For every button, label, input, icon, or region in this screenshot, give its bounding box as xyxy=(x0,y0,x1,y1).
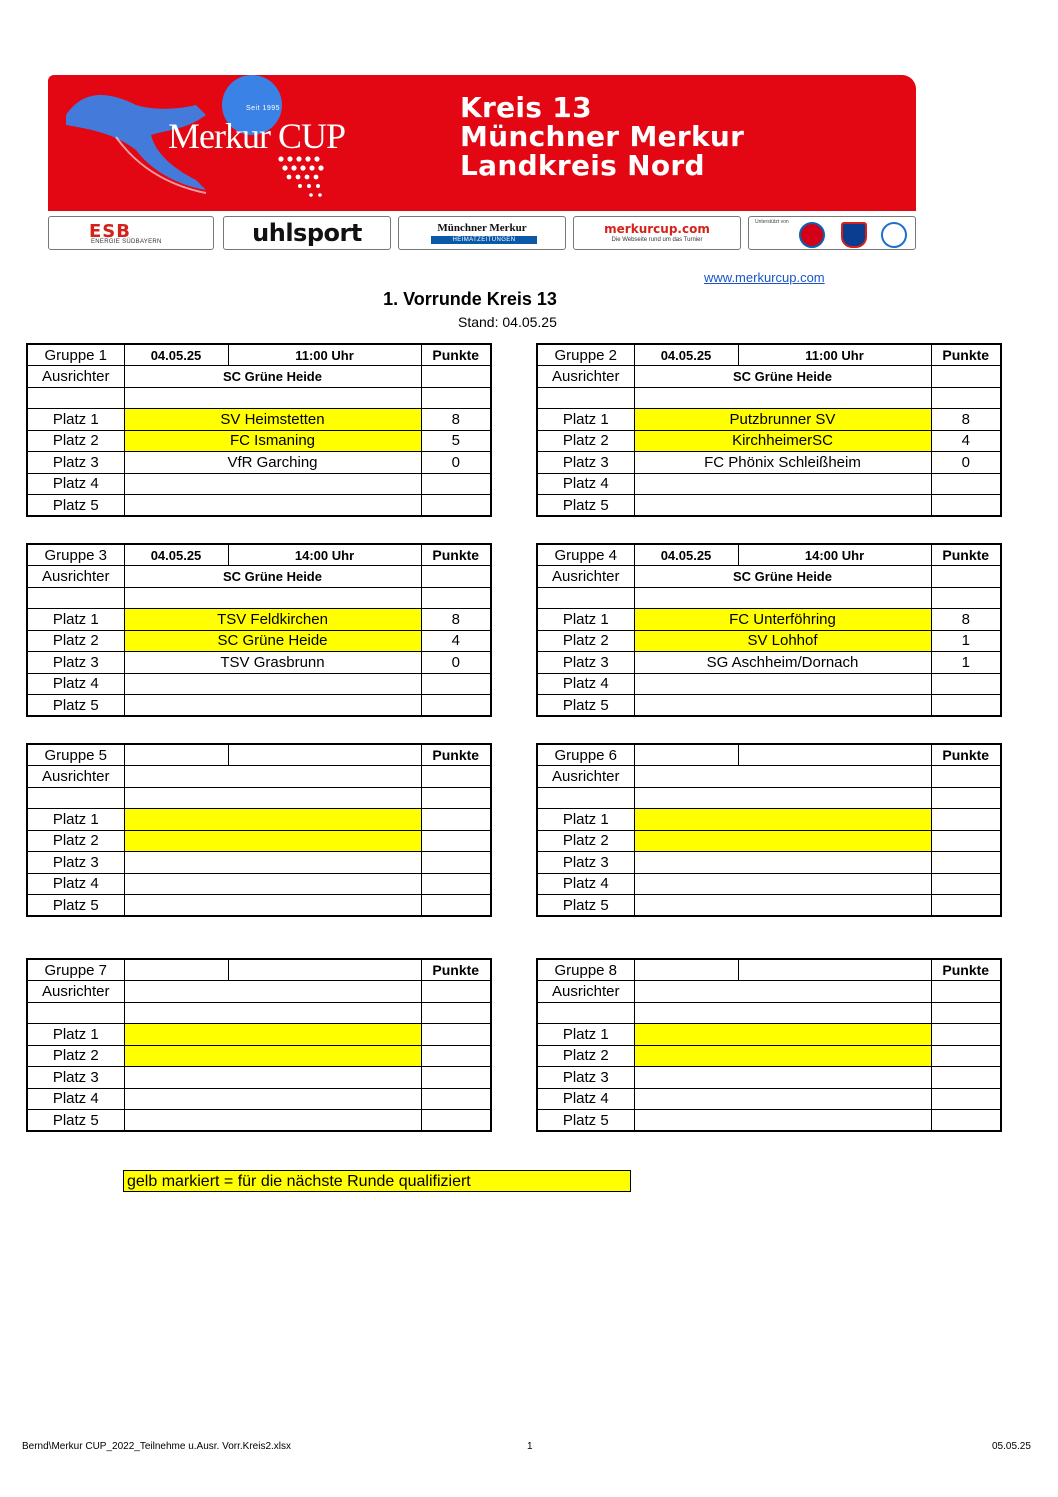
place-row xyxy=(537,895,1001,917)
points-header: Punkte xyxy=(421,959,491,981)
place-team xyxy=(124,1088,421,1110)
group-table xyxy=(536,343,1002,517)
place-row xyxy=(27,873,491,895)
sponsor-muenchner-merkur xyxy=(398,216,566,250)
place-row xyxy=(27,609,491,631)
page-title: 1. Vorrunde Kreis 13 xyxy=(383,289,557,309)
place-row xyxy=(27,1110,491,1132)
place-points xyxy=(931,809,1001,831)
group-table xyxy=(26,543,492,717)
ausrichter-value: SC Grüne Heide xyxy=(124,366,421,388)
empty-cell xyxy=(931,387,1001,409)
place-label: Platz 3 xyxy=(537,452,634,474)
bfv-crest-icon xyxy=(881,222,907,248)
place-points xyxy=(931,1045,1001,1067)
place-label: Platz 1 xyxy=(537,809,634,831)
place-team: FC Unterföhring xyxy=(634,609,931,631)
empty-cell xyxy=(634,387,931,409)
empty-cell xyxy=(27,387,124,409)
banner-title-line2: Münchner Merkur xyxy=(460,120,745,153)
spacer-row xyxy=(537,787,1001,809)
place-row xyxy=(537,1067,1001,1089)
place-points xyxy=(421,473,491,495)
points-header: Punkte xyxy=(931,959,1001,981)
place-label: Platz 1 xyxy=(27,809,124,831)
place-points: 0 xyxy=(931,452,1001,474)
empty-cell xyxy=(421,766,491,788)
empty-cell xyxy=(634,1002,931,1024)
place-row xyxy=(537,452,1001,474)
place-team: Putzbrunner SV xyxy=(634,409,931,431)
place-team xyxy=(634,1088,931,1110)
place-team xyxy=(634,495,931,517)
empty-cell xyxy=(27,587,124,609)
place-team xyxy=(124,495,421,517)
stand-date: Stand: 04.05.25 xyxy=(458,314,557,330)
empty-cell xyxy=(421,1002,491,1024)
place-row xyxy=(537,673,1001,695)
footer-filename: Bernd\Merkur CUP_2022_Teilnehme u.Ausr. Vorr.Kreis2.xlsx xyxy=(22,1441,292,1452)
place-row xyxy=(27,452,491,474)
place-row xyxy=(27,895,491,917)
place-team xyxy=(634,895,931,917)
empty-cell xyxy=(537,387,634,409)
esb-logo: ESB xyxy=(89,221,131,242)
empty-cell xyxy=(537,1002,634,1024)
empty-cell xyxy=(421,587,491,609)
group-table xyxy=(26,743,492,917)
place-row xyxy=(537,652,1001,674)
place-row xyxy=(27,409,491,431)
spacer-row xyxy=(537,387,1001,409)
place-points xyxy=(931,673,1001,695)
empty-cell xyxy=(124,387,421,409)
spacer-row xyxy=(27,1002,491,1024)
place-points: 1 xyxy=(931,630,1001,652)
banner-title-line3: Landkreis Nord xyxy=(460,149,705,182)
empty-cell xyxy=(537,787,634,809)
place-team xyxy=(634,852,931,874)
spacer-row xyxy=(537,587,1001,609)
place-row xyxy=(537,495,1001,517)
place-label: Platz 2 xyxy=(537,430,634,452)
place-team xyxy=(634,1045,931,1067)
place-points: 4 xyxy=(421,630,491,652)
place-row xyxy=(537,430,1001,452)
group-time xyxy=(738,744,931,766)
ausrichter-value: SC Grüne Heide xyxy=(634,366,931,388)
group-time: 11:00 Uhr xyxy=(738,344,931,366)
place-team: SC Grüne Heide xyxy=(124,630,421,652)
place-points xyxy=(931,1110,1001,1132)
sponsor-esb xyxy=(48,216,214,250)
empty-cell xyxy=(537,587,634,609)
place-row xyxy=(27,473,491,495)
points-header: Punkte xyxy=(931,544,1001,566)
place-points xyxy=(421,673,491,695)
place-team xyxy=(124,695,421,717)
spacer-row xyxy=(27,587,491,609)
group-time xyxy=(228,744,421,766)
place-row xyxy=(27,430,491,452)
place-points xyxy=(931,495,1001,517)
group-name: Gruppe 6 xyxy=(537,744,634,766)
place-points xyxy=(421,895,491,917)
place-row xyxy=(27,830,491,852)
place-points xyxy=(931,695,1001,717)
place-team: TSV Grasbrunn xyxy=(124,652,421,674)
place-label: Platz 3 xyxy=(27,452,124,474)
place-label: Platz 5 xyxy=(27,495,124,517)
logo-since: Seit 1995 xyxy=(246,105,281,112)
ausrichter-label: Ausrichter xyxy=(537,366,634,388)
place-points xyxy=(931,473,1001,495)
place-team: SV Lohhof xyxy=(634,630,931,652)
group-date: 04.05.25 xyxy=(124,344,228,366)
place-row xyxy=(537,630,1001,652)
place-row xyxy=(27,652,491,674)
empty-cell xyxy=(124,1002,421,1024)
place-team xyxy=(124,673,421,695)
place-row xyxy=(537,830,1001,852)
place-points: 1 xyxy=(931,652,1001,674)
place-label: Platz 3 xyxy=(27,852,124,874)
group-date: 04.05.25 xyxy=(634,544,738,566)
place-points xyxy=(931,873,1001,895)
ausrichter-value xyxy=(634,981,931,1003)
place-points xyxy=(421,1045,491,1067)
group-time: 11:00 Uhr xyxy=(228,344,421,366)
place-label: Platz 2 xyxy=(27,830,124,852)
banner-title xyxy=(460,93,744,180)
place-points: 0 xyxy=(421,652,491,674)
group-name: Gruppe 7 xyxy=(27,959,124,981)
place-label: Platz 4 xyxy=(27,673,124,695)
place-label: Platz 5 xyxy=(537,895,634,917)
place-label: Platz 2 xyxy=(27,1045,124,1067)
header-banner xyxy=(48,75,916,211)
footer-page-number: 1 xyxy=(527,1441,533,1452)
place-row xyxy=(27,695,491,717)
place-label: Platz 3 xyxy=(537,652,634,674)
place-row xyxy=(537,809,1001,831)
place-label: Platz 4 xyxy=(27,873,124,895)
place-row xyxy=(27,630,491,652)
place-team xyxy=(634,873,931,895)
place-team xyxy=(124,1024,421,1046)
place-label: Platz 4 xyxy=(537,1088,634,1110)
place-points xyxy=(421,695,491,717)
place-label: Platz 4 xyxy=(537,673,634,695)
place-row xyxy=(537,1110,1001,1132)
place-team xyxy=(634,809,931,831)
empty-cell xyxy=(931,587,1001,609)
place-row xyxy=(27,1067,491,1089)
place-team xyxy=(634,1067,931,1089)
sponsor-uhlsport xyxy=(223,216,391,250)
place-team: TSV Feldkirchen xyxy=(124,609,421,631)
place-label: Platz 4 xyxy=(27,1088,124,1110)
place-row xyxy=(537,873,1001,895)
place-team xyxy=(124,809,421,831)
empty-cell xyxy=(931,787,1001,809)
group-table xyxy=(536,543,1002,717)
place-row xyxy=(27,1045,491,1067)
empty-cell xyxy=(931,366,1001,388)
place-team xyxy=(124,473,421,495)
group-table xyxy=(536,958,1002,1132)
place-row xyxy=(537,695,1001,717)
place-points: 8 xyxy=(421,609,491,631)
ausrichter-label: Ausrichter xyxy=(27,766,124,788)
place-row xyxy=(27,673,491,695)
ausrichter-label: Ausrichter xyxy=(27,981,124,1003)
place-points xyxy=(421,495,491,517)
empty-cell xyxy=(931,981,1001,1003)
place-team: SV Heimstetten xyxy=(124,409,421,431)
place-points xyxy=(421,809,491,831)
ausrichter-value: SC Grüne Heide xyxy=(124,566,421,588)
place-row xyxy=(27,1024,491,1046)
place-points xyxy=(931,1088,1001,1110)
place-points xyxy=(421,1110,491,1132)
place-label: Platz 4 xyxy=(537,473,634,495)
place-label: Platz 5 xyxy=(27,1110,124,1132)
banner-title-line1: Kreis 13 xyxy=(460,91,592,124)
place-points xyxy=(421,830,491,852)
empty-cell xyxy=(421,566,491,588)
place-points: 0 xyxy=(421,452,491,474)
place-row xyxy=(27,852,491,874)
empty-cell xyxy=(27,787,124,809)
place-row xyxy=(27,1088,491,1110)
empty-cell xyxy=(634,587,931,609)
ausrichter-label: Ausrichter xyxy=(537,566,634,588)
ausrichter-label: Ausrichter xyxy=(537,766,634,788)
place-team xyxy=(124,873,421,895)
place-team xyxy=(634,1110,931,1132)
place-points xyxy=(931,1024,1001,1046)
place-team: VfR Garching xyxy=(124,452,421,474)
place-row xyxy=(537,609,1001,631)
place-label: Platz 5 xyxy=(27,895,124,917)
legend: gelb markiert = für die nächste Runde qualifiziert xyxy=(123,1170,631,1192)
place-label: Platz 5 xyxy=(537,1110,634,1132)
group-name: Gruppe 8 xyxy=(537,959,634,981)
group-date xyxy=(124,744,228,766)
footer-date: 05.05.25 xyxy=(992,1441,1031,1452)
empty-cell xyxy=(421,366,491,388)
sponsor-merkurcup xyxy=(573,216,741,250)
place-points xyxy=(421,1088,491,1110)
place-team: FC Phönix Schleißheim xyxy=(634,452,931,474)
esb-subtitle: ENERGIE SÜDBAYERN xyxy=(91,239,162,245)
group-time: 14:00 Uhr xyxy=(228,544,421,566)
place-row xyxy=(537,409,1001,431)
place-label: Platz 1 xyxy=(27,609,124,631)
place-team xyxy=(634,1024,931,1046)
ausrichter-label: Ausrichter xyxy=(27,366,124,388)
place-points xyxy=(421,1024,491,1046)
place-label: Platz 1 xyxy=(537,1024,634,1046)
points-header: Punkte xyxy=(421,344,491,366)
points-header: Punkte xyxy=(421,744,491,766)
website-link[interactable]: www.merkurcup.com xyxy=(704,270,825,285)
dots-graphic xyxy=(276,151,346,201)
place-label: Platz 5 xyxy=(537,495,634,517)
place-label: Platz 2 xyxy=(537,830,634,852)
unterhaching-crest-icon xyxy=(841,222,867,248)
place-team xyxy=(124,852,421,874)
muenchner-merkur-logo: Münchner Merkur xyxy=(437,222,527,234)
place-row xyxy=(537,1045,1001,1067)
place-team xyxy=(634,695,931,717)
place-points xyxy=(421,852,491,874)
place-label: Platz 1 xyxy=(27,1024,124,1046)
place-points xyxy=(931,895,1001,917)
place-team: FC Ismaning xyxy=(124,430,421,452)
supported-by-label: Unterstützt von xyxy=(755,219,789,225)
place-label: Platz 3 xyxy=(537,852,634,874)
place-team xyxy=(634,473,931,495)
points-header: Punkte xyxy=(931,744,1001,766)
group-table xyxy=(26,343,492,517)
place-points: 5 xyxy=(421,430,491,452)
merkur-cup-logo: Merkur CUP xyxy=(168,116,345,156)
place-label: Platz 2 xyxy=(537,1045,634,1067)
merkurcup-logo: merkurcup.com xyxy=(604,222,710,236)
place-team xyxy=(634,673,931,695)
place-points xyxy=(931,830,1001,852)
place-label: Platz 3 xyxy=(27,652,124,674)
group-date xyxy=(634,744,738,766)
points-header: Punkte xyxy=(931,344,1001,366)
place-label: Platz 4 xyxy=(537,873,634,895)
place-row xyxy=(537,1024,1001,1046)
place-label: Platz 5 xyxy=(27,695,124,717)
group-name: Gruppe 2 xyxy=(537,344,634,366)
empty-cell xyxy=(421,787,491,809)
group-table xyxy=(26,958,492,1132)
uhlsport-logo: uhlsport xyxy=(252,219,362,247)
ausrichter-value: SC Grüne Heide xyxy=(634,566,931,588)
ausrichter-value xyxy=(124,981,421,1003)
group-time xyxy=(738,959,931,981)
ausrichter-value xyxy=(634,766,931,788)
empty-cell xyxy=(931,766,1001,788)
place-points: 8 xyxy=(421,409,491,431)
place-label: Platz 4 xyxy=(27,473,124,495)
group-table xyxy=(536,743,1002,917)
empty-cell xyxy=(124,587,421,609)
place-row xyxy=(27,495,491,517)
place-label: Platz 1 xyxy=(537,409,634,431)
empty-cell xyxy=(931,1002,1001,1024)
place-points: 8 xyxy=(931,609,1001,631)
group-date: 04.05.25 xyxy=(634,344,738,366)
points-header: Punkte xyxy=(421,544,491,566)
spacer-row xyxy=(27,787,491,809)
place-row xyxy=(537,1088,1001,1110)
group-name: Gruppe 3 xyxy=(27,544,124,566)
group-time: 14:00 Uhr xyxy=(738,544,931,566)
place-label: Platz 1 xyxy=(537,609,634,631)
place-row xyxy=(537,852,1001,874)
place-points xyxy=(421,1067,491,1089)
ausrichter-value xyxy=(124,766,421,788)
group-name: Gruppe 1 xyxy=(27,344,124,366)
place-team xyxy=(124,1045,421,1067)
empty-cell xyxy=(634,787,931,809)
place-team: SG Aschheim/Dornach xyxy=(634,652,931,674)
group-name: Gruppe 4 xyxy=(537,544,634,566)
place-points xyxy=(931,1067,1001,1089)
place-label: Platz 2 xyxy=(27,630,124,652)
place-points xyxy=(421,873,491,895)
place-team: KirchheimerSC xyxy=(634,430,931,452)
spacer-row xyxy=(537,1002,1001,1024)
place-team xyxy=(124,1067,421,1089)
empty-cell xyxy=(421,387,491,409)
empty-cell xyxy=(421,981,491,1003)
heimatzeitungen-label: HEIMATZEITUNGEN xyxy=(431,236,537,244)
group-date xyxy=(634,959,738,981)
place-label: Platz 5 xyxy=(537,695,634,717)
group-name: Gruppe 5 xyxy=(27,744,124,766)
place-points xyxy=(931,852,1001,874)
empty-cell xyxy=(124,787,421,809)
spacer-row xyxy=(27,387,491,409)
place-team xyxy=(124,895,421,917)
empty-cell xyxy=(931,566,1001,588)
place-points: 8 xyxy=(931,409,1001,431)
sponsor-supporters xyxy=(748,216,916,250)
group-date xyxy=(124,959,228,981)
group-date: 04.05.25 xyxy=(124,544,228,566)
place-label: Platz 2 xyxy=(537,630,634,652)
place-team xyxy=(124,1110,421,1132)
group-time xyxy=(228,959,421,981)
ausrichter-label: Ausrichter xyxy=(537,981,634,1003)
place-label: Platz 1 xyxy=(27,409,124,431)
ausrichter-label: Ausrichter xyxy=(27,566,124,588)
place-row xyxy=(27,809,491,831)
place-label: Platz 3 xyxy=(27,1067,124,1089)
place-team xyxy=(634,830,931,852)
place-team xyxy=(124,830,421,852)
place-label: Platz 2 xyxy=(27,430,124,452)
place-points: 4 xyxy=(931,430,1001,452)
place-row xyxy=(537,473,1001,495)
fc-bayern-crest-icon xyxy=(799,222,825,248)
empty-cell xyxy=(27,1002,124,1024)
place-label: Platz 3 xyxy=(537,1067,634,1089)
merkurcup-subtitle: Die Webseite rund um das Turnier xyxy=(611,237,703,243)
